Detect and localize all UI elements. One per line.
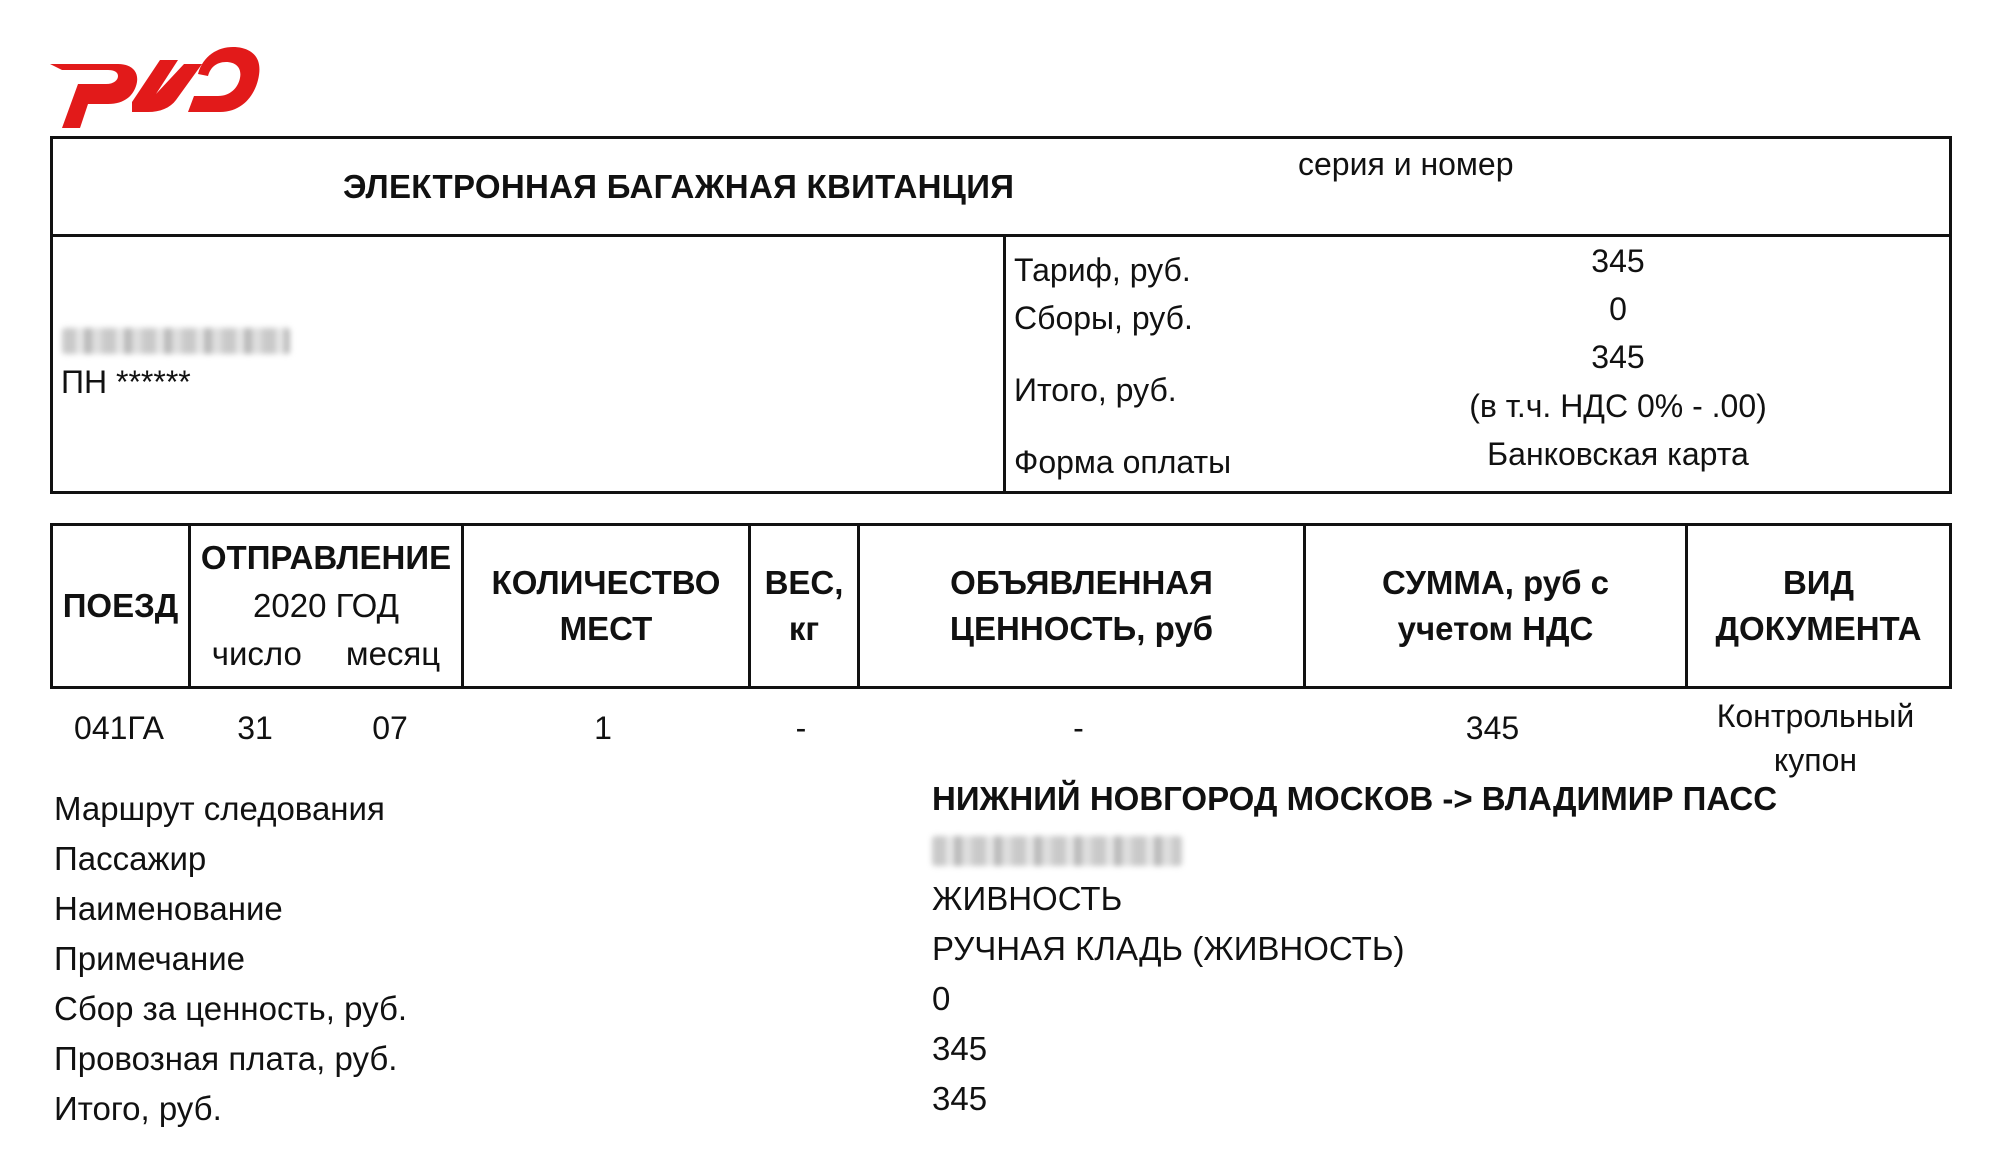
rzd-logo bbox=[48, 30, 262, 130]
header-weight bbox=[751, 526, 857, 686]
header-sum-line2: учетом НДС bbox=[1397, 610, 1594, 647]
row-sum: 345 bbox=[1465, 710, 1520, 746]
value-fee-value: 0 bbox=[932, 980, 951, 1017]
header-places bbox=[464, 526, 748, 686]
header-day: число bbox=[211, 635, 302, 672]
row-train: 041ГА bbox=[74, 710, 164, 746]
header-weight-line1: ВЕС, bbox=[764, 564, 844, 601]
note-value: РУЧНАЯ КЛАДЬ (ЖИВНОСТЬ) bbox=[932, 930, 1405, 967]
tariff-value: 345 bbox=[1591, 243, 1645, 279]
page-title: ЭЛЕКТРОННАЯ БАГАЖНАЯ КВИТАНЦИЯ bbox=[343, 168, 1015, 205]
row-document-type bbox=[1685, 694, 1946, 782]
header-sum-line1: СУММА, руб с bbox=[1381, 564, 1610, 601]
divider bbox=[1003, 234, 1006, 491]
header-declared-value bbox=[860, 526, 1303, 686]
baggage-table-header bbox=[50, 523, 1952, 689]
fees-value: 0 bbox=[1609, 291, 1627, 327]
row-doc-line2: купон bbox=[1773, 742, 1858, 778]
tariff-label: Тариф, руб. bbox=[1014, 252, 1191, 288]
header-departure-text: ОТПРАВЛЕНИЕ bbox=[200, 539, 452, 576]
header-month: месяц bbox=[345, 635, 441, 672]
details-total-value: 345 bbox=[932, 1080, 988, 1117]
header-train bbox=[53, 526, 188, 686]
payment-label: Форма оплаты bbox=[1014, 444, 1232, 480]
vat-note: (в т.ч. НДС 0% - .00) bbox=[1469, 388, 1767, 424]
header-weight-line2: кг bbox=[788, 610, 820, 647]
header-train-text: ПОЕЗД bbox=[62, 587, 179, 624]
header-doc-line2: ДОКУМЕНТА bbox=[1715, 610, 1922, 647]
name-value: ЖИВНОСТЬ bbox=[932, 880, 1123, 917]
row-doc-line1: Контрольный bbox=[1716, 698, 1915, 734]
row-declared: - bbox=[1073, 710, 1084, 746]
total-value: 345 bbox=[1591, 339, 1645, 375]
rzd-logo-icon bbox=[48, 30, 262, 130]
row-places: 1 bbox=[594, 710, 612, 746]
carriage-value: 345 bbox=[932, 1030, 988, 1067]
row-month: 07 bbox=[372, 710, 408, 746]
divider bbox=[53, 234, 1949, 237]
header-document-type bbox=[1688, 526, 1949, 686]
header-year: 2020 ГОД bbox=[253, 587, 399, 624]
header-doc-line1: ВИД bbox=[1782, 564, 1855, 601]
carriage-label: Провозная плата, руб. bbox=[54, 1040, 398, 1077]
fees-label: Сборы, руб. bbox=[1014, 300, 1193, 336]
passenger-document: ПН ****** bbox=[61, 364, 191, 400]
header-places-line2: МЕСТ bbox=[559, 610, 653, 647]
total-label: Итого, руб. bbox=[1014, 372, 1177, 408]
name-label: Наименование bbox=[54, 890, 283, 927]
redacted-passenger bbox=[932, 836, 1182, 866]
details-total-label: Итого, руб. bbox=[54, 1090, 222, 1127]
passenger-label: Пассажир bbox=[54, 840, 207, 877]
value-fee-label: Сбор за ценность, руб. bbox=[54, 990, 408, 1027]
header-declared-line2: ЦЕННОСТЬ, руб bbox=[949, 610, 1214, 647]
header-departure bbox=[191, 526, 461, 686]
redacted-passenger-name bbox=[62, 328, 290, 354]
route-value: НИЖНИЙ НОВГОРОД МОСКОВ -> ВЛАДИМИР ПАСС bbox=[932, 780, 1778, 817]
route-label: Маршрут следования bbox=[54, 790, 385, 827]
row-weight: - bbox=[795, 710, 807, 746]
header-sum bbox=[1306, 526, 1685, 686]
note-label: Примечание bbox=[54, 940, 246, 977]
header-places-line1: КОЛИЧЕСТВО bbox=[491, 564, 721, 601]
serial-number-label: серия и номер bbox=[1298, 146, 1514, 182]
payment-value: Банковская карта bbox=[1487, 436, 1749, 472]
row-day: 31 bbox=[237, 710, 273, 746]
header-declared-line1: ОБЪЯВЛЕННАЯ bbox=[950, 564, 1213, 601]
